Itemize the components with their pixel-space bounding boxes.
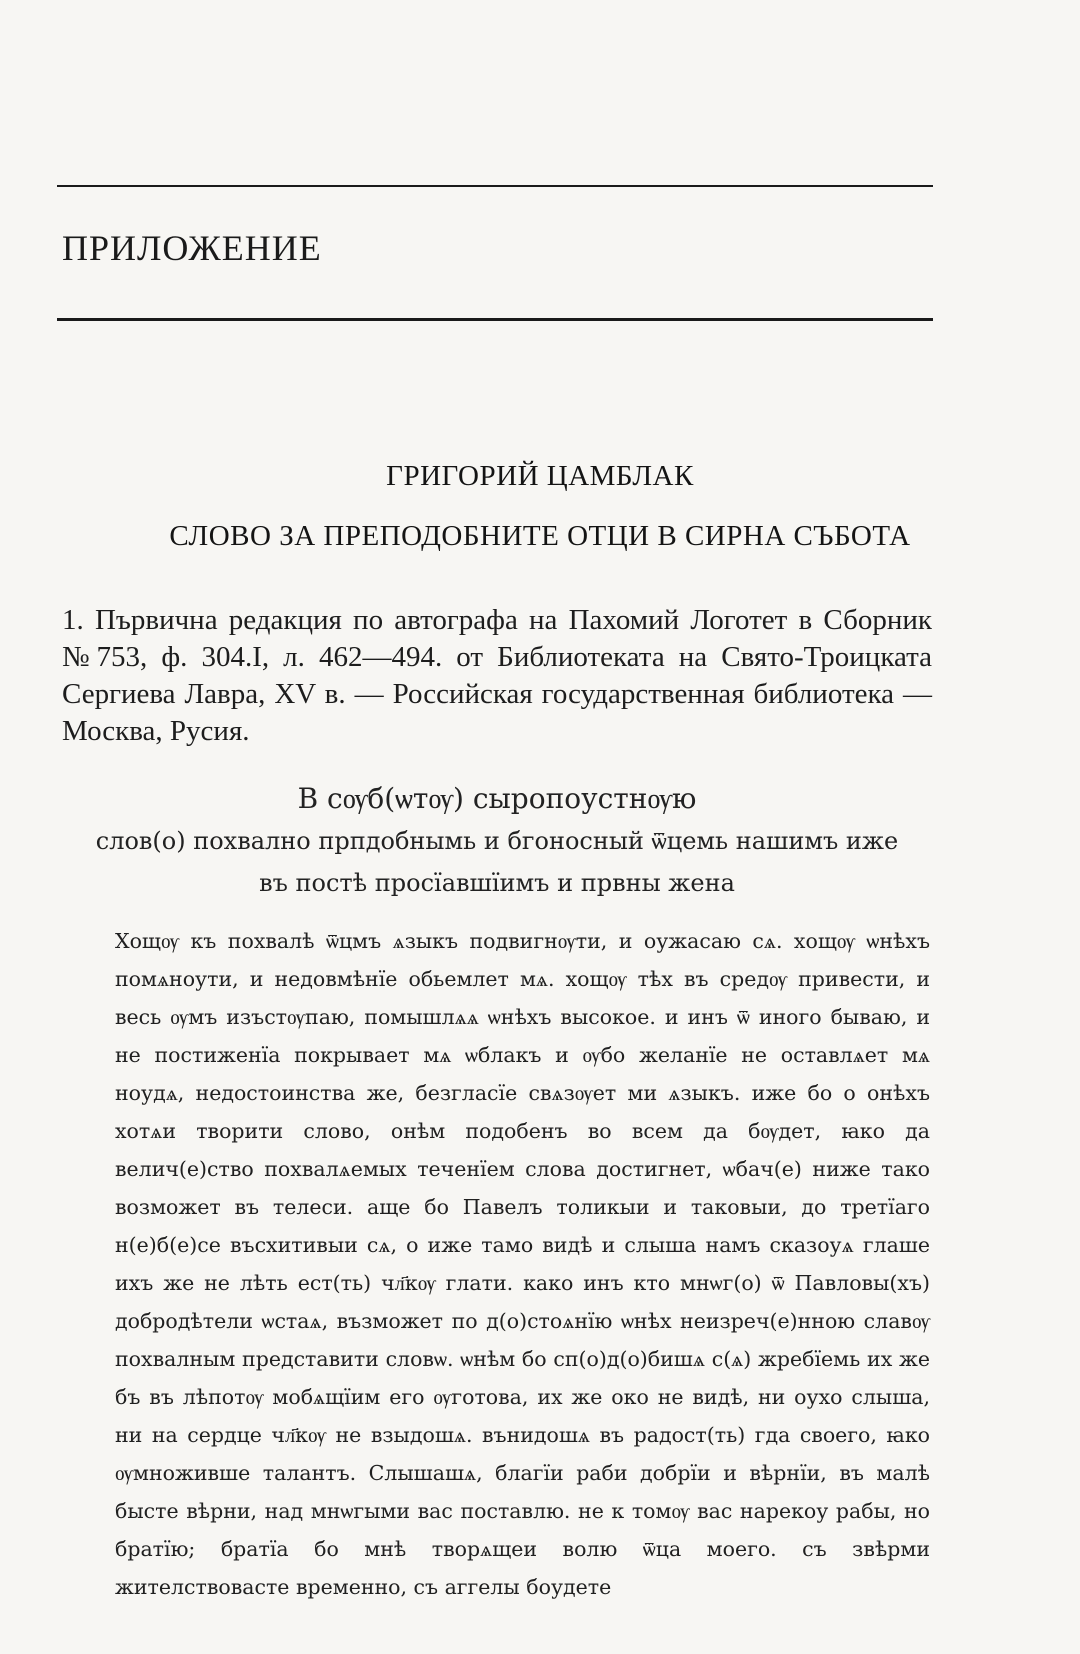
heading-line-1: В сѹб(ѡтѹ) сыропоустнѹю [297,782,697,815]
church-slavonic-text [115,922,930,1606]
top-rule [57,185,933,187]
heading-line-3: въ постѣ просїавшїимъ и првны жена [259,869,735,897]
bottom-rule [57,318,933,321]
body-paragraph: Хощѹ къ похвалѣ ѿцмъ ѧзыкъ подвигнѹти, и оужасаю сѧ. хощѹ ѡнѣхъ помѧноути, и недовмѣнїе обьемлет мѧ. хощѹ тѣх въ средѹ привести, и весь ѹмъ изъстѹпаю, помышлѧѧ ѡнѣхъ высокое. и инъ ѿ иного бываю, и не постиженїа покрывает мѧ ѡблакъ и ѹбо желанїе не оставлѧет мѧ ноудѧ, недостоинства же, безгласїе свѧзѹет ми ѧзыкъ. иже бо о онѣхъ хотѧи творити слово, онѣм подобенъ во всем да бѹдет, ꙗко да велич(е)ство похвалѧемыx теченїем слова достигнет, ѡбач(е) ниже тако возможет въ телеси. аще бо Павелъ толикыи и таковыи, до третїаго н(е)б(е)се въсхитивыи сѧ, о иже тамо видѣ и слыша намъ сказоуѧ глаше ихъ же не лѣть ест(ть) чл҃кѹ глати. како инъ кто мнѡг(о) ѿ Павловы(хъ) добродѣтели ѡстаѧ, възможет по д(о)стоѧнїю ѡнѣх неизреч(е)нною славѹ похвалным представити словѡ. ѡнѣм бо сп(о)д(о)бишѧ с(ѧ) жребїемь их же бъ въ лѣпотѹ мобѧщїим его ѹготова, их же око не видѣ, ни оухо слыша, ни на сердце чл҃кѹ не взыдошѧ. вънидошѧ въ радост(ть) гда своего, ꙗко ѹмноживше талантъ. Слышашѧ, благїи раби добрїи и вѣрнїи, въ малѣ бысте вѣрни, над мнѡгыми вас поставлю. не к томѹ вас нарекоу рабы, но братїю; братїа бо мнѣ творѧщеи волю ѿца моего. съ звѣрми жителствовасте временно, съ аггелы боудете [115,929,930,1599]
author-heading: ГРИГОРИЙ ЦАМБЛАК [386,460,694,492]
section-title: ПРИЛОЖЕНИЕ [62,228,322,268]
source-note: 1. Първична редакция по автографа на Пахомий Логотет в Сборник №753, ф. 304.I, л. 462—494. от Библиотеката на Свято-Троицката Сергиева Лавра, XV в. — Российская государственная библиотека — Москва, Русия. [62,604,932,747]
heading-line-2: слов(о) похвално прпдобнымь и бгоносный ѿцемь нашимъ иже [95,827,899,855]
church-slavonic-heading [62,778,932,904]
work-title: СЛОВО ЗА ПРЕПОДОБНИТЕ ОТЦИ В СИРНА СЪБОТА [169,520,911,552]
